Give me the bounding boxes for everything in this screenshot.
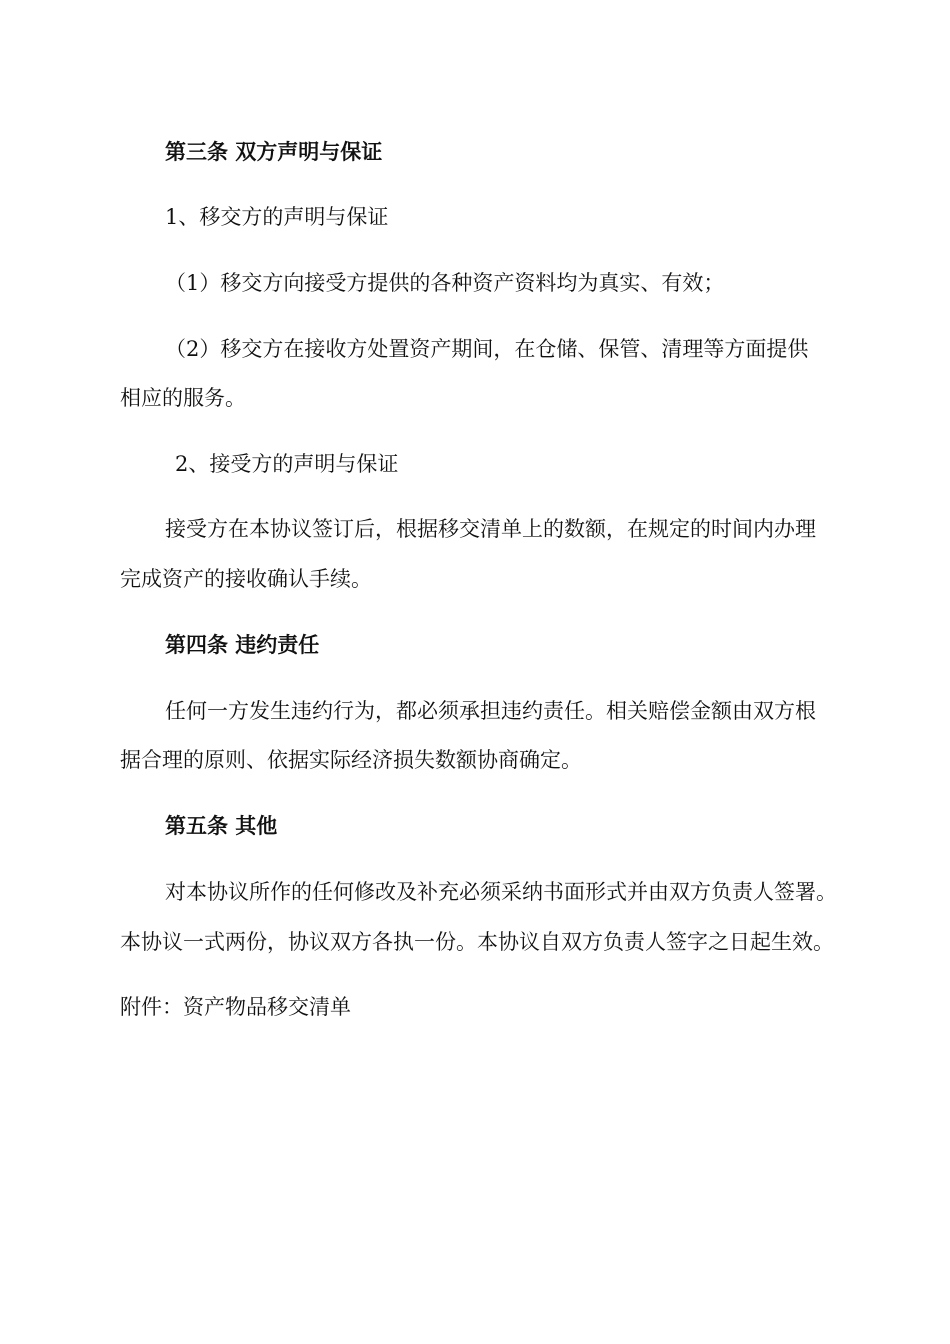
article-3-item-2-title: 2、接受方的声明与保证 — [175, 452, 399, 476]
article-4-text-line-2: 据合理的原则、依据实际经济损失数额协商确定。 — [120, 748, 582, 772]
article-3-item-1-sub-1: （1）移交方向接受方提供的各种资产资料均为真实、有效； — [165, 271, 725, 295]
article-5-text-line-1: 对本协议所作的任何修改及补充必须采纳书面形式并由双方负责人签署。 — [165, 880, 837, 904]
article-3-item-1-sub-2-line-2: 相应的服务。 — [120, 386, 246, 410]
article-5-text-line-2: 本协议一式两份，协议双方各执一份。本协议自双方负责人签字之日起生效。 — [120, 930, 834, 954]
article-3-item-1-title: 1、移交方的声明与保证 — [165, 205, 389, 229]
attachment-line: 附件：资产物品移交清单 — [120, 995, 351, 1019]
article-5-heading: 第五条 其他 — [165, 813, 278, 838]
article-4-text-line-1: 任何一方发生违约行为，都必须承担违约责任。相关赔偿金额由双方根 — [165, 699, 816, 723]
article-3-heading: 第三条 双方声明与保证 — [165, 139, 383, 164]
article-3-item-2-text-line-1: 接受方在本协议签订后，根据移交清单上的数额，在规定的时间内办理 — [165, 517, 816, 541]
article-4-heading: 第四条 违约责任 — [165, 632, 320, 657]
article-3-item-2-text-line-2: 完成资产的接收确认手续。 — [120, 567, 372, 591]
article-3-item-1-sub-2-line-1: （2）移交方在接收方处置资产期间，在仓储、保管、清理等方面提供 — [165, 337, 809, 361]
